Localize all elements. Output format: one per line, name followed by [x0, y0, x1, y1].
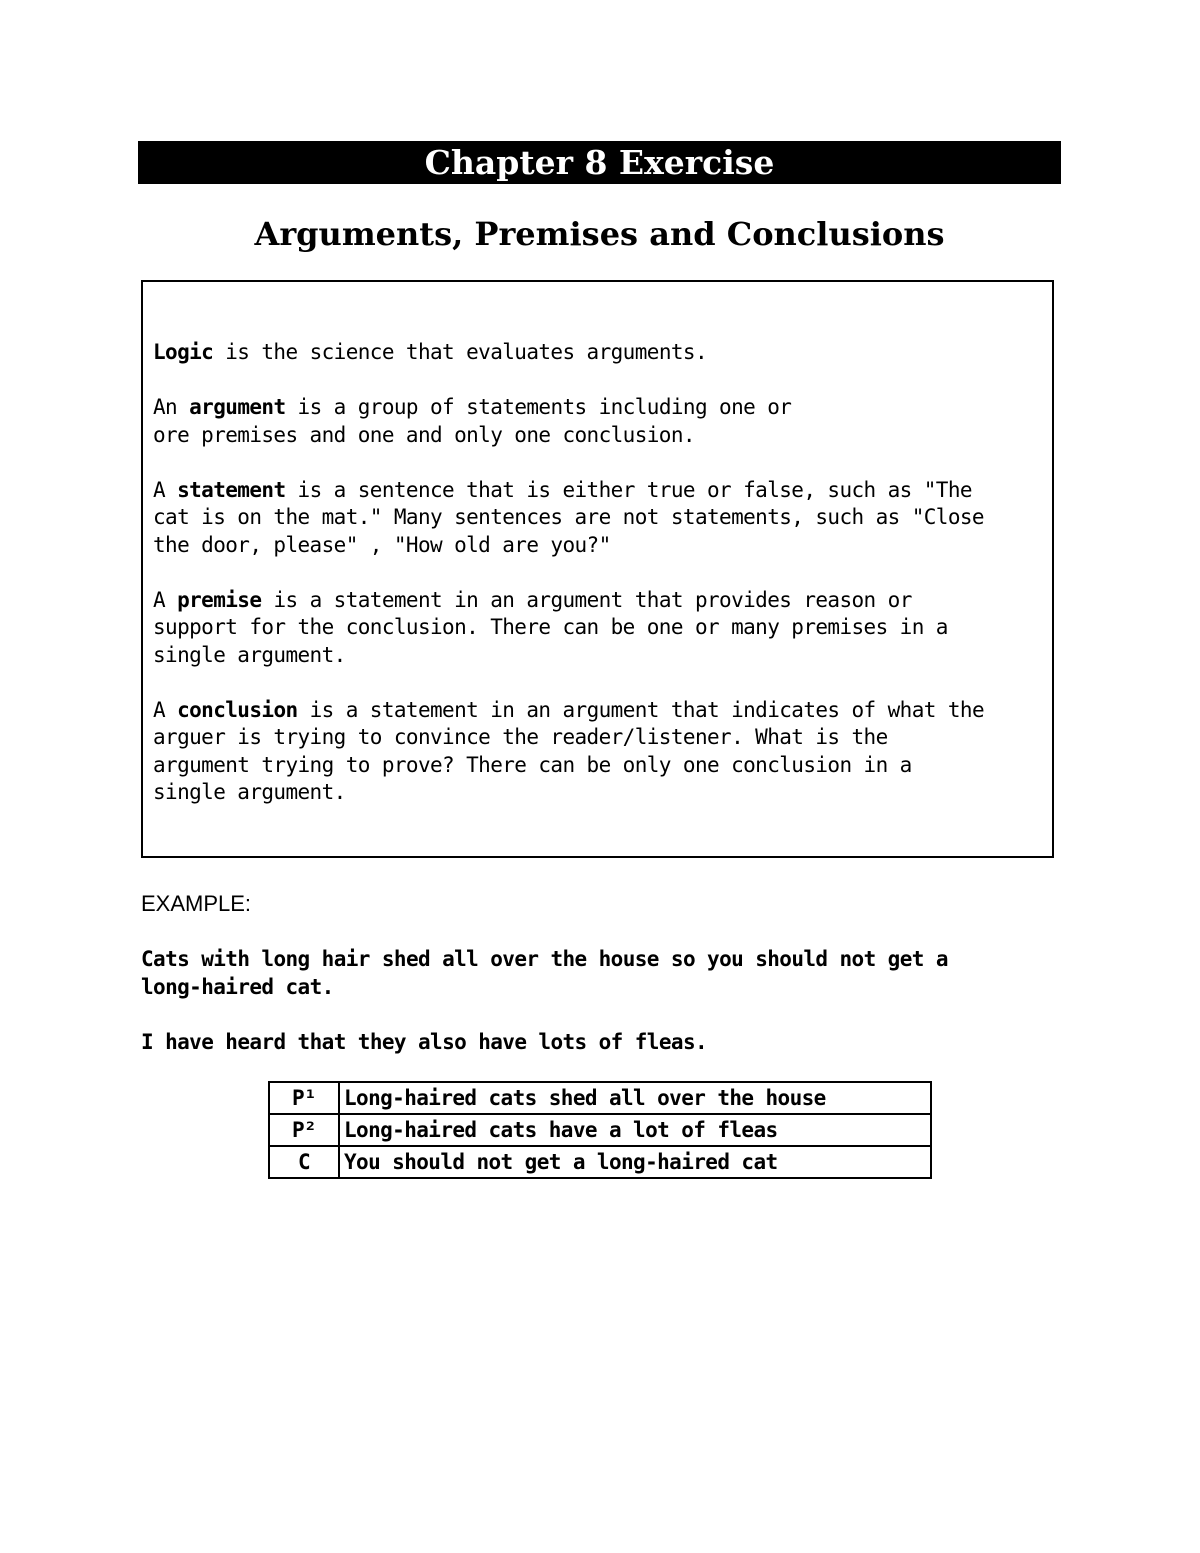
example-paragraph: I have heard that they also have lots of fleas.: [141, 1029, 708, 1054]
row-label: P¹: [269, 1082, 339, 1114]
row-text: Long-haired cats have a lot of fleas: [339, 1114, 931, 1146]
definition-prefix: A: [153, 587, 178, 612]
definition-prefix: A: [153, 477, 178, 502]
definition-body: is a sentence that is either true or false, such as "The cat is on the mat." Many sentences are not statements, such as "Close the door, please" , "How old are you?": [153, 477, 984, 557]
definition-term: conclusion: [177, 697, 298, 722]
definitions-text: [153, 339, 1053, 834]
example-label: EXAMPLE:: [141, 891, 252, 916]
definition-term: premise: [177, 587, 262, 612]
definition-body: is a statement in an argument that indicates of what the arguer is trying to convince the reader/listener. What is the argument trying to prove? There can be only one conclusion in a single argument.: [153, 697, 984, 804]
definition-term: argument: [189, 395, 286, 419]
example-paragraph: Cats with long hair shed all over the house so you should not get a long-haired cat.: [141, 947, 948, 999]
definition-argument: [153, 394, 1053, 449]
row-text: Long-haired cats shed all over the house: [339, 1082, 931, 1114]
definition-body: is a statement in an argument that provides reason or support for the conclusion. There can be one or many premises in a single argument.: [153, 587, 948, 667]
row-label: C: [269, 1146, 339, 1178]
definition-body: is the science that evaluates arguments.: [213, 340, 707, 364]
definition-body: is a group of statements including one or ore premises and one and only one conclusion.: [153, 395, 792, 447]
table-row: [269, 1082, 931, 1114]
chapter-title: Chapter 8 Exercise: [138, 141, 1061, 184]
definition-prefix: A: [153, 697, 178, 722]
definition-conclusion: [153, 697, 1053, 807]
definition-statement: [153, 477, 1053, 560]
row-text: You should not get a long-haired cat: [339, 1146, 931, 1178]
definition-premise: [153, 587, 1053, 670]
definition-logic: [153, 339, 1053, 367]
table-row: [269, 1146, 931, 1178]
definition-term: Logic: [153, 340, 214, 364]
example-text: [141, 946, 1061, 1084]
definition-term: statement: [177, 477, 286, 502]
definition-prefix: An: [153, 395, 190, 419]
argument-table: [268, 1081, 932, 1179]
table-row: [269, 1114, 931, 1146]
row-label: P²: [269, 1114, 339, 1146]
definitions-box: [141, 280, 1054, 858]
page-subtitle: Arguments, Premises and Conclusions: [254, 215, 945, 253]
